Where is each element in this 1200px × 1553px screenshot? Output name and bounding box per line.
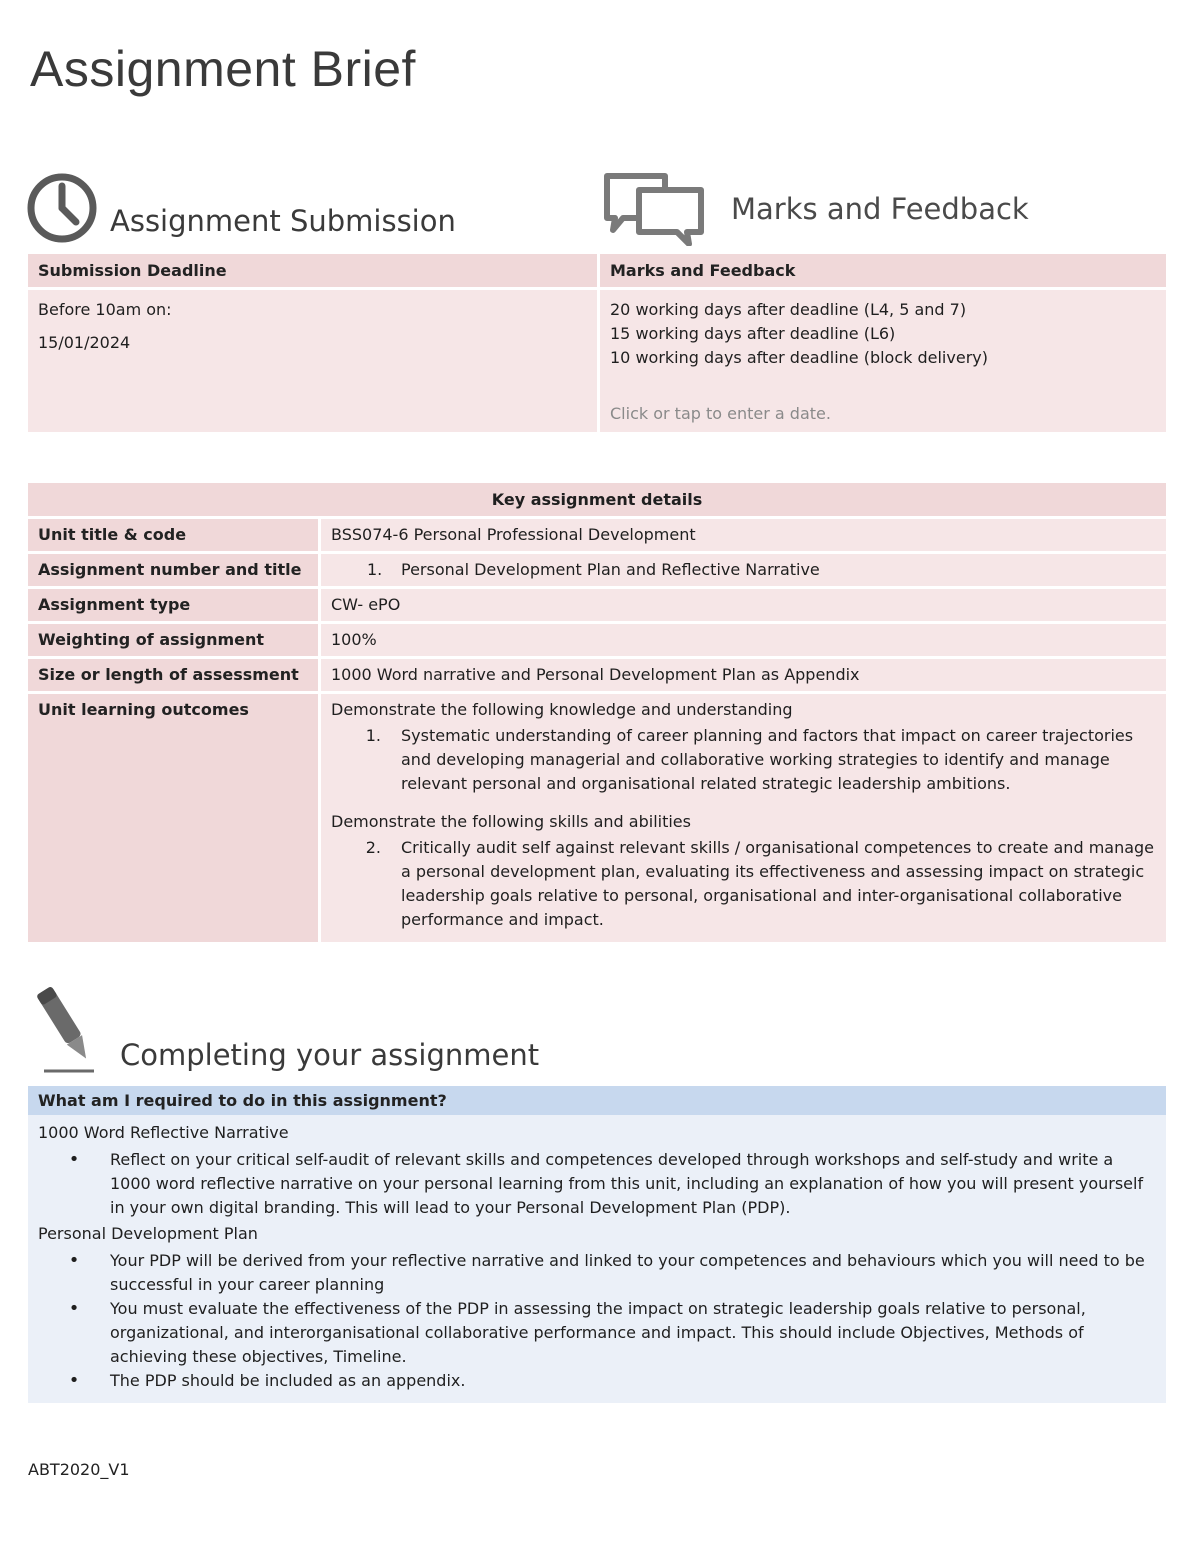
outcome-number: 1. xyxy=(365,726,381,745)
table-row xyxy=(28,658,1166,693)
page-title: Assignment Brief xyxy=(30,41,416,97)
row-label: Assignment number and title xyxy=(28,553,320,588)
submission-table xyxy=(28,254,1166,432)
bullet-icon: • xyxy=(68,1149,80,1170)
marks-feedback-title: Marks and Feedback xyxy=(731,192,1029,226)
requirements-cell xyxy=(28,1115,1166,1403)
list-item xyxy=(38,1249,1156,1297)
feedback-date-picker[interactable]: Click or tap to enter a date. xyxy=(610,404,831,423)
feedback-line: 20 working days after deadline (L4, 5 and 7) xyxy=(610,300,967,319)
row-label: Assignment type xyxy=(28,588,320,623)
assignment-number: 1. xyxy=(367,560,383,579)
table-row xyxy=(28,623,1166,658)
assessment-size-value: 1000 Word narrative and Personal Development Plan as Appendix xyxy=(320,658,1167,693)
submission-deadline-header: Submission Deadline xyxy=(28,254,599,289)
completing-heading xyxy=(34,982,539,1078)
footer-code: ABT2020_V1 xyxy=(28,1460,130,1479)
feedback-line: 15 working days after deadline (L6) xyxy=(610,324,896,343)
weighting-value: 100% xyxy=(320,623,1167,658)
narrative-bullets xyxy=(38,1148,1156,1220)
bullet-icon: • xyxy=(68,1370,80,1391)
bullet-text: The PDP should be included as an appendix. xyxy=(110,1371,466,1390)
table-row xyxy=(28,553,1166,588)
list-item xyxy=(331,724,1156,796)
row-label: Unit learning outcomes xyxy=(28,693,320,944)
table-row xyxy=(28,588,1166,623)
list-item xyxy=(331,836,1156,932)
knowledge-intro: Demonstrate the following knowledge and understanding xyxy=(331,700,793,719)
clock-icon xyxy=(26,172,98,248)
bullet-text: You must evaluate the effectiveness of the PDP in assessing the impact on strategic leadership goals relative to personal, organizational, and interorganisational collaborative performance and impact. This should include Objectives, Methods of achieving these objectives, Timeline. xyxy=(110,1299,1086,1366)
assignment-title: Personal Development Plan and Reflective Narrative xyxy=(401,560,820,579)
speech-bubbles-icon xyxy=(603,172,705,250)
marks-feedback-cell xyxy=(599,289,1167,433)
narrative-label: 1000 Word Reflective Narrative xyxy=(38,1123,289,1142)
assignment-type-value: CW- ePO xyxy=(320,588,1167,623)
table-row xyxy=(28,518,1166,553)
before-label: Before 10am on: xyxy=(38,300,172,319)
unit-title-value: BSS074-6 Personal Professional Development xyxy=(320,518,1167,553)
row-label: Size or length of assessment xyxy=(28,658,320,693)
deadline-date: 15/01/2024 xyxy=(38,333,131,352)
submission-deadline-cell xyxy=(28,289,599,433)
list-item xyxy=(38,1148,1156,1220)
outcome-text: Critically audit self against relevant skills / organisational competences to create and manage a personal development plan, evaluating its effectiveness and assessing impact on strategic leadership goals relative to personal, organisational and inter-organisational collaborative performance and impact. xyxy=(401,838,1155,929)
bullet-text: Your PDP will be derived from your reflective narrative and linked to your competences and behaviours which you will need to be successful in your career planning xyxy=(110,1251,1145,1294)
requirements-table xyxy=(28,1086,1166,1403)
completing-title: Completing your assignment xyxy=(120,1038,540,1072)
pen-icon xyxy=(34,982,100,1078)
list-item xyxy=(38,1369,1156,1393)
pdp-label: Personal Development Plan xyxy=(38,1224,258,1243)
bullet-text: Reflect on your critical self-audit of relevant skills and competences developed through workshops and self-study and write a 1000 word reflective narrative on your personal learning from this unit, including an explanation of how you will present yourself in your own digital branding. This will lead to your Personal Development Plan (PDP). xyxy=(110,1150,1144,1217)
assignment-submission-heading xyxy=(26,172,456,248)
outcome-text: Systematic understanding of career planning and factors that impact on career trajectories and developing managerial and collaborative working strategies to identify and manage relevant personal and organisational related strategic leadership ambitions. xyxy=(401,726,1134,793)
table-row xyxy=(28,693,1166,944)
outcome-number: 2. xyxy=(365,838,381,857)
key-details-header: Key assignment details xyxy=(28,483,1166,518)
list-item xyxy=(38,1297,1156,1369)
marks-feedback-heading xyxy=(603,172,1029,250)
assignment-title-value xyxy=(331,560,1156,580)
bullet-icon: • xyxy=(68,1250,80,1271)
assignment-submission-title: Assignment Submission xyxy=(110,204,456,238)
pdp-bullets xyxy=(38,1249,1156,1393)
skills-intro: Demonstrate the following skills and abilities xyxy=(331,812,691,831)
requirements-header: What am I required to do in this assignment? xyxy=(28,1086,1166,1115)
key-details-table xyxy=(28,483,1166,945)
marks-feedback-header: Marks and Feedback xyxy=(599,254,1167,289)
learning-outcomes-value xyxy=(320,693,1167,944)
row-label: Unit title & code xyxy=(28,518,320,553)
row-label: Weighting of assignment xyxy=(28,623,320,658)
bullet-icon: • xyxy=(68,1298,80,1319)
feedback-line: 10 working days after deadline (block delivery) xyxy=(610,348,988,367)
